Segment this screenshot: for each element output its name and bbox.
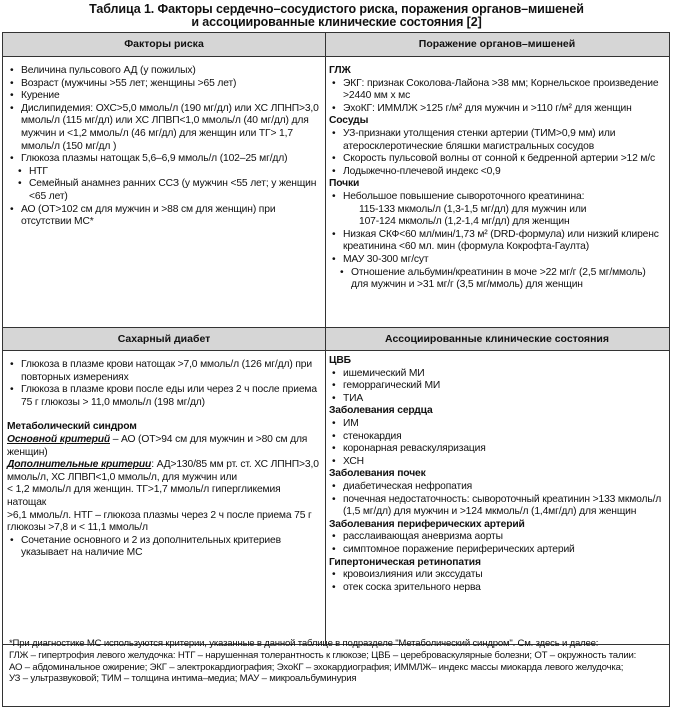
- list-item: • НТГ: [15, 166, 321, 179]
- extra-criteria: [7, 459, 321, 484]
- list-item: • Отношение альбумин/креатинин в моче >22 мг/г (2,5 мг/ммоль) для мужчин и >31 мг/г (3,5 мг/ммоль) для женщин: [337, 267, 665, 292]
- extra-criteria-label: Дополнительные критерии: [7, 459, 152, 471]
- acs-cell: [329, 355, 665, 594]
- list-item: • ТИА: [329, 393, 665, 406]
- extra-criteria-text3: >6,1 ммоль/л. НТГ – глюкоза плазмы через 2 ч после приема 75 г глюкозы >7,8 и < 11,1 ммоль/л: [7, 509, 312, 534]
- extra-criteria-text2: < 1,2 ммоль/л для женщин. ТГ>1,7 ммоль/л гипергликемия натощак: [7, 484, 281, 508]
- header-organ-damage: Поражение органов–мишеней: [325, 33, 669, 57]
- list-item: • Величина пульсового АД (у пожилых): [7, 65, 321, 78]
- column-divider: [325, 33, 326, 644]
- footnote-line2: ГЛЖ – гипертрофия левого желудочка: НТГ – нарушенная толерантность к глюкозе; ЦВБ – цереброваскулярные болезни; ОТ – окружность талии:: [9, 649, 637, 661]
- vessels-title: Сосуды: [329, 115, 369, 127]
- list-item: • Скорость пульсовой волны от сонной к бедренной артерии >12 м/с: [329, 153, 665, 166]
- main-criterion-label: Основной критерий: [7, 433, 110, 445]
- list-item: • АО (ОТ>102 см для мужчин и >88 см для женщин) при отсутствии МС*: [7, 204, 321, 229]
- table-title-line2: и ассоциированные клинические состояния [2]: [191, 15, 482, 29]
- heart-title: Заболевания сердца: [329, 405, 433, 417]
- footnote: [9, 638, 665, 685]
- organ-damage-cell: [329, 65, 665, 292]
- list-item: • расслаивающая аневризма аорты: [329, 531, 665, 544]
- list-item: • ИМ: [329, 418, 665, 431]
- footnote-line4: УЗ – ультразвуковой; ТИМ – толщина интима–медиа; МАУ – микроальбуминурия: [9, 673, 357, 685]
- list-item: • коронарная реваскуляризация: [329, 443, 665, 456]
- kidney-creatinine-men: 115-133 мкмоль/л (1,3-1,5 мг/дл) для мужчин или: [359, 203, 587, 215]
- main-criterion-text: – АО (ОТ>94 см для мужчин и >80 см для женщин): [7, 433, 308, 458]
- list-item: • ЭКГ: признак Соколова-Лайона >38 мм; Корнельское произведение >2440 мм х мс: [329, 78, 665, 103]
- risk-table: [2, 32, 670, 707]
- list-item: • Курение: [7, 90, 321, 103]
- list-item: • симптомное поражение периферических артерий: [329, 544, 665, 557]
- table-title-line1: Таблица 1. Факторы сердечно–сосудистого риска, поражения органов–мишеней: [89, 2, 584, 16]
- cvb-title: ЦВБ: [329, 355, 351, 366]
- list-item: • Дислипидемия: ОХС>5,0 ммоль/л (190 мг/дл) или ХС ЛПНП>3,0 ммоль/л (115 мг/дл) или ХС ЛПВП<1,0 ммоль/л (40 мг/дл) для мужчин и <1,2 ммоль/л (46 мг/дл) для женщин или ТГ> 1,7 ммоль/л (150 мг/дл ): [7, 103, 321, 153]
- list-item: • МАУ 30-300 мг/сут: [329, 254, 665, 267]
- retinopathy-title: Гипертоническая ретинопатия: [329, 556, 481, 568]
- list-item: • Небольшое повышение сывороточного креатинина:: [329, 191, 665, 204]
- lvh-title: ГЛЖ: [329, 65, 351, 76]
- kidney-disease-title: Заболевания почек: [329, 468, 426, 480]
- list-item: • Сочетание основного и 2 из дополнительных критериев указывает на наличие МС: [7, 535, 321, 560]
- main-criterion: [7, 434, 321, 459]
- list-item: • Низкая СКФ<60 мл/мин/1,73 м² (DRD-формула) или низкий клиренс креатинина <60 мл. мин (формула Кокрофта-Гаулта): [329, 229, 665, 254]
- list-item: • ишемический МИ: [329, 368, 665, 381]
- list-item: • Глюкоза в плазме крови после еды или через 2 ч после приема 75 г глюкозы > 11,0 ммоль/л (198 мг/дл): [7, 384, 321, 409]
- header-acs: Ассоциированные клинические состояния: [325, 327, 669, 351]
- footnote-line3: АО – абдоминальное ожирение; ЭКГ – электрокардиография; ЭхоКГ – эхокардиография; ИММЛЖ– индекс массы миокарда левого желудочка;: [9, 661, 624, 673]
- list-item: • УЗ-признаки утолщения стенки артерии (ТИМ>0,9 мм) или атеросклеротические бляшки магистральных сосудов: [329, 128, 665, 153]
- footnote-line1: *При диагностике МС используются критерии, указанные в данной таблице в подразделе "Метаболический синдром". См. здесь и далее:: [9, 638, 599, 649]
- list-item: • Возраст (мужчины >55 лет; женщины >65 лет): [7, 78, 321, 91]
- list-item: • ХСН: [329, 456, 665, 469]
- list-item: • Глюкоза плазмы натощак 5,6–6,9 ммоль/л (102–25 мг/дл): [7, 153, 321, 166]
- list-item: • стенокардия: [329, 431, 665, 444]
- list-item: • ЭхоКГ: ИММЛЖ >125 г/м² для мужчин и >110 г/м² для женщин: [329, 103, 665, 116]
- diabetes-cell: [7, 359, 321, 560]
- list-item: • геморрагический МИ: [329, 380, 665, 393]
- header-risk-factors: Факторы риска: [3, 33, 325, 57]
- list-item: • кровоизлияния или экссудаты: [329, 569, 665, 582]
- extra-criteria-text: : АД>130/85 мм рт. ст. ХС ЛПНП>3,0 ммоль/л, ХС ЛПВП<1,0 ммоль/л, для мужчин или: [7, 459, 319, 483]
- list-item: • Глюкоза в плазме крови натощак >7,0 ммоль/л (126 мг/дл) при повторных измерениях: [7, 359, 321, 384]
- list-item: • Семейный анамнез ранних ССЗ (у мужчин <55 лет; у женщин <65 лет): [15, 178, 321, 203]
- table-title: [0, 0, 673, 30]
- metabolic-syndrome-title: Метаболический синдром: [7, 421, 137, 433]
- risk-factors-cell: [7, 65, 321, 229]
- header-diabetes: Сахарный диабет: [3, 327, 325, 351]
- kidney-creatinine-women: 107-124 мкмоль/л (1,2-1,4 мг/дл) для женщин: [359, 216, 570, 228]
- peripheral-title: Заболевания периферических артерий: [329, 518, 525, 530]
- list-item: • диабетическая нефропатия: [329, 481, 665, 494]
- list-item: • почечная недостаточность: сывороточный креатинин >133 мкмоль/л (1,5 мг/дл) для мужчин и >124 мкмоль/л (1,4мг/дл) для женщин: [329, 494, 665, 519]
- list-item: • отек соска зрительного нерва: [329, 582, 665, 595]
- list-item: • Лодыжечно-плечевой индекс <0,9: [329, 166, 665, 179]
- kidney-title: Почки: [329, 178, 360, 190]
